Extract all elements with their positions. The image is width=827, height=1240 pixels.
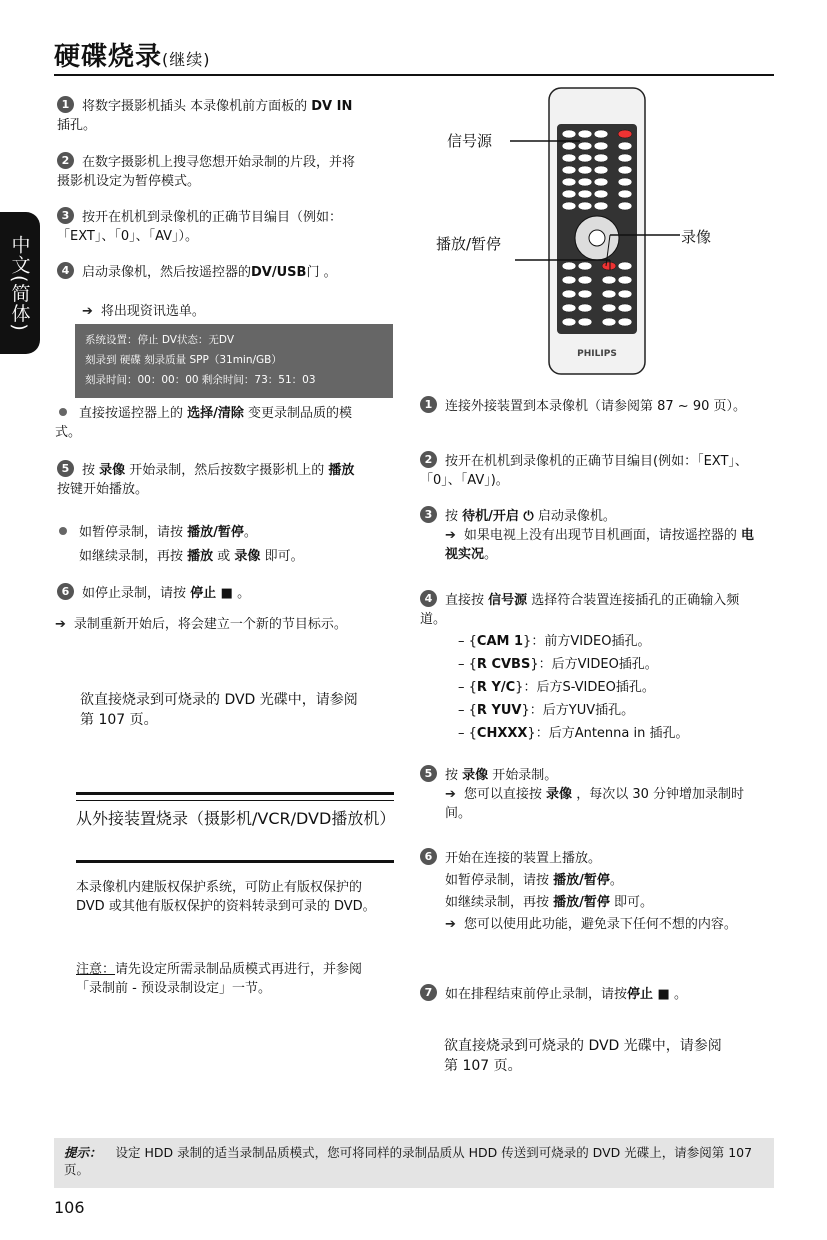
section-rule-mid — [76, 800, 394, 801]
right-step-2: 2 按开在机机到录像机的正确节目编目(例如：「EXT」、「0」、「AV」)。 — [420, 453, 748, 488]
section-rule-top — [76, 792, 394, 795]
title-rule — [54, 74, 774, 76]
left-bullet-quality: 直接按遥控器上的 选择/清除 变更录制品质的模式。 — [55, 406, 353, 440]
language-tab: 中文(简体) — [0, 212, 40, 354]
callout-play-pause: 播放/暂停 — [436, 235, 502, 253]
left-step-2: 2 在数字摄影机上搜寻您想开始录制的片段，并将摄影机设定为暂停模式。 — [57, 154, 356, 189]
left-step-1: 1 将数字摄影机插头 本录像机前方面板的 DV IN 插孔。 — [57, 98, 353, 133]
right-step-5: 5 按 录像 开始录制。 ➔ 您可以直接按 录像 ，每次以 30 分钟增加录制时间。 — [420, 765, 760, 823]
caution-note: 注意：请先设定所需录制品质模式再进行，并参阅「录制前 - 预设录制设定」一节。 — [76, 962, 363, 996]
section-rule-bottom — [76, 860, 394, 863]
left-step-4: 4 启动录像机，然后按遥控器的DV/USB门 。 — [57, 262, 367, 282]
info-menu-osd: 系统设置：停止 DV状态：无DV 刻录到 硬碟 刻录质量 SPP（31min/GB） 刻录时间：00：00：00 剩余时间：73：51：03 — [75, 324, 393, 398]
left-step-3: 3 按开在机机到录像机的正确节目编目（例如：「EXT」、「0」、「AV」）。 — [57, 209, 343, 244]
left-direct-note: 欲直接烧录到可烧录的 DVD 光碟中，请参阅第 107 页。 — [80, 692, 358, 728]
page-title: 硬碟烧录(继续) — [54, 42, 211, 72]
left-step-5: 5 按 录像 开始录制，然后按数字摄影机上的 播放 按键开始播放。 — [57, 462, 355, 497]
input-chxxx: – {CHXXX}：后方Antenna in 插孔。 — [444, 722, 764, 745]
right-step-6: 6 开始在连接的装置上播放。 如暂停录制，请按 播放/暂停。 如继续录制，再按 播放/暂停 即可。 ➔ 您可以使用此功能，避免录下任何不想的内容。 — [420, 848, 760, 936]
tip-bar: 提示： 设定 HDD 录制的适当录制品质模式，您可将同样的录制品质从 HDD 传送到可烧录的 DVD 光碟上，请参阅第 107 页。 — [54, 1138, 774, 1188]
left-arrow-note: ➔ 录制重新开始后，将会建立一个新的节目标示。 — [55, 617, 347, 632]
left-step-6: 6 如停止录制，请按 停止 ■ 。 — [57, 583, 367, 603]
right-step-3: 3 按 待机/开启 ⏻ 启动录像机。 ➔ 如果电视上没有出现节目机画面，请按遥控器的 电视实况。 — [420, 506, 760, 564]
right-step-1: 1 连接外接装置到本录像机（请参阅第 87 ~ 90 页）。 — [420, 396, 760, 416]
section-body: 本录像机内建版权保护系统，可防止有版权保护的 DVD 或其他有版权保护的资料转录到可录的 DVD。 — [76, 880, 376, 914]
input-channel-list — [444, 630, 764, 745]
left-step-4-arrow: ➔ 将出现资讯选单。 — [82, 304, 205, 319]
svg-text:PHILIPS: PHILIPS — [577, 349, 617, 359]
input-ryuv: – {R YUV}：后方YUV插孔。 — [444, 699, 764, 722]
right-direct-note: 欲直接烧录到可烧录的 DVD 光碟中，请参阅第 107 页。 — [444, 1038, 722, 1074]
callout-record: 录像 — [681, 228, 712, 246]
section-title: 从外接装置烧录（摄影机/VCR/DVD播放机） — [76, 809, 396, 828]
input-rcvbs: – {R CVBS}：后方VIDEO插孔。 — [444, 653, 764, 676]
input-cam1: – {CAM 1}：前方VIDEO插孔。 — [444, 630, 764, 653]
callout-signal-source: 信号源 — [447, 132, 493, 150]
right-step-7: 7 如在排程结束前停止录制，请按停止 ■ 。 — [420, 984, 760, 1004]
input-ryc: – {R Y/C}：后方S-VIDEO插孔。 — [444, 676, 764, 699]
left-bullet-pause: 如暂停录制，请按 播放/暂停。 如继续录制，再按 播放 或 录像 即可。 — [55, 521, 365, 569]
right-step-4: 4 直接按 信号源 选择符合装置连接插孔的正确输入频道。 — [420, 592, 740, 627]
page-number: 106 — [54, 1198, 85, 1217]
